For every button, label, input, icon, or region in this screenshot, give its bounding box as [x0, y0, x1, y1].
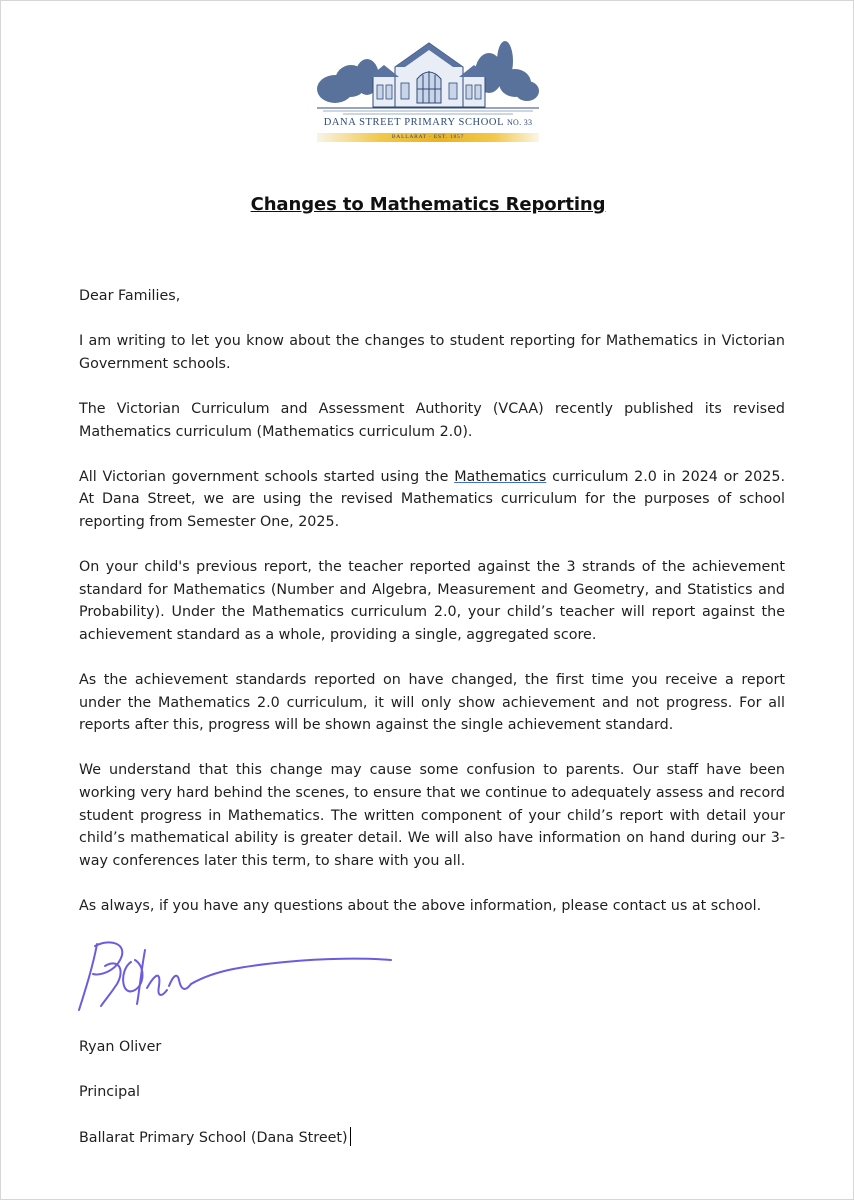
letter-body — [79, 285, 785, 940]
spellcheck-underlined-word: Mathematics — [454, 468, 547, 485]
paragraph-6: We understand that this change may cause some confusion to parents. Our staff have been working very hard behind the scenes, to ensure that we continue to adequately assess and record student progress in Mathematics. The written component of your child’s report with detail your child’s mathematical ability is greater detail. We will also have information on hand during our 3-way conferences later this term, to share with you all. — [79, 762, 785, 869]
signatory-school-line — [79, 1127, 351, 1148]
school-logo — [313, 37, 543, 147]
letter-title: Changes to Mathematics Reporting — [250, 194, 606, 215]
paragraph-1: I am writing to let you know about the changes to student reporting for Mathematics in Victorian Government schools. — [79, 333, 785, 372]
signatory-name: Ryan Oliver — [79, 1039, 162, 1055]
paragraph-2: The Victorian Curriculum and Assessment Authority (VCAA) recently published its revised Mathematics curriculum (Mathematics curriculum 2.0). — [79, 400, 785, 440]
paragraph-4: On your child's previous report, the teacher reported against the 3 strands of the achievement standard for Mathematics (Number and Algebra, Measurement and Geometry, and Statistics and Probability). Under the Mathematics curriculum 2.0, your child’s teacher will report against the achievement standard as a whole, providing a single, aggregated score. — [79, 559, 785, 643]
paragraph-3-start: All Victorian government schools started using the — [79, 468, 455, 485]
signatory-school: Ballarat Primary School (Dana Street) — [79, 1130, 348, 1146]
paragraph-3-mid: curriculum 2.0 in 2024 or — [546, 468, 745, 485]
logo-school-name-text: DANA STREET PRIMARY SCHOOL — [323, 117, 504, 128]
handwritten-signature — [75, 936, 395, 1016]
signatory-role: Principal — [79, 1084, 140, 1100]
logo-school-name — [313, 117, 543, 128]
paragraph-3 — [79, 466, 785, 534]
paragraph-5: As the achievement standards reported on have changed, the first time you receive a report under the Mathematics 2.0 curriculum, it will only show achievement and not progress. For all reports after this, progress will be shown against the single achievement standard. — [79, 672, 785, 734]
school-building-illustration — [313, 37, 543, 117]
text-cursor — [350, 1127, 352, 1146]
logo-school-number: NO. 33 — [506, 118, 533, 127]
paragraph-3-end: 2025. At Dana Street, we are using the revised Mathematics curriculum for the purposes of school reporting from Semester One, 2025. — [79, 468, 785, 530]
salutation: Dear Families, — [79, 288, 181, 304]
paragraph-7: As always, if you have any questions about the above information, please contact us at school. — [79, 898, 762, 915]
logo-tagline: BALLARAT · EST. 1857 — [391, 134, 465, 140]
